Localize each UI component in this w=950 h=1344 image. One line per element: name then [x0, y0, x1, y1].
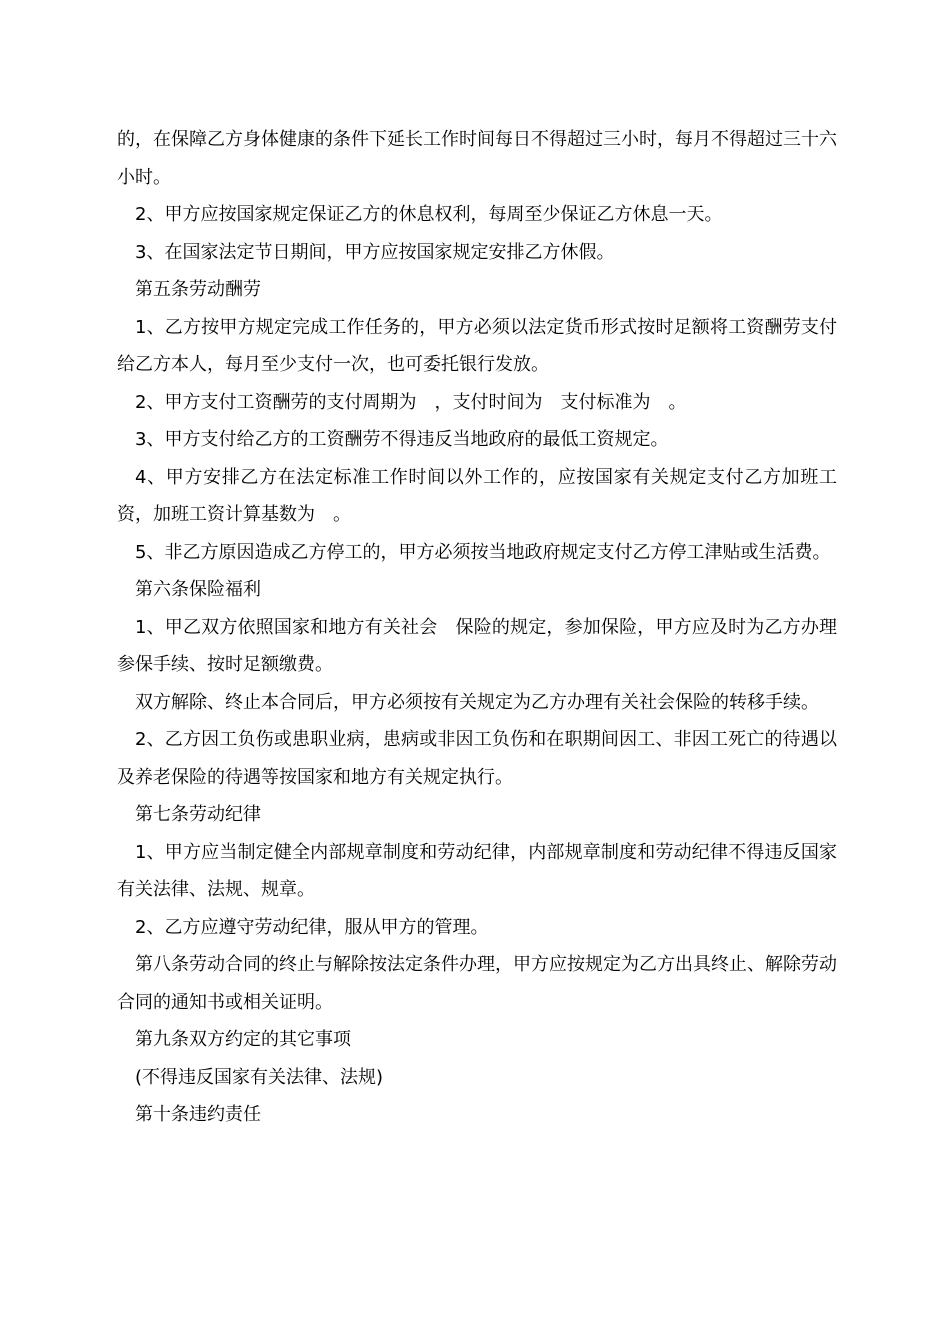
document-body	[117, 121, 837, 1134]
paragraph-work-stoppage: 5、非乙方原因造成乙方停工的，甲方必须按当地政府规定支付乙方停工津贴或生活费。	[135, 541, 831, 563]
paragraph-obey-discipline: 2、乙方应遵守劳动纪律，服从甲方的管理。	[135, 916, 489, 938]
section-heading-article-9: 第九条双方约定的其它事项	[135, 1029, 351, 1050]
paragraph-wage-payment: 1、乙方按甲方规定完成工作任务的，甲方必须以法定货币形式按时足额将工资酬劳支付给乙方本人，每月至少支付一次，也可委托银行发放。	[117, 316, 837, 375]
paragraph-overtime-pay: 4、甲方安排乙方在法定标准工作时间以外工作的，应按国家有关规定支付乙方加班工资，加班工资计算基数为 。	[117, 466, 837, 525]
paragraph-holiday: 3、在国家法定节日期间，甲方应按国家规定安排乙方休假。	[135, 241, 615, 263]
paragraph-rest-right: 2、甲方应按国家规定保证乙方的休息权利，每周至少保证乙方休息一天。	[135, 204, 723, 225]
paragraph-rules-regulations: 1、甲方应当制定健全内部规章制度和劳动纪律，内部规章制度和劳动纪律不得违反国家有关法律、法规、规章。	[117, 841, 837, 900]
paragraph-wage-cycle: 2、甲方支付工资酬劳的支付周期为 ，支付时间为 支付标准为 。	[135, 391, 687, 413]
paragraph-article-8: 第八条劳动合同的终止与解除按法定条件办理，甲方应按规定为乙方出具终止、解除劳动合同的通知书或相关证明。	[117, 954, 837, 1013]
section-heading-article-6: 第六条保险福利	[135, 579, 261, 600]
paragraph-continuation: 的，在保障乙方身体健康的条件下延长工作时间每日不得超过三小时，每月不得超过三十六小时。	[117, 129, 837, 188]
paragraph-injury-benefits: 2、乙方因工负伤或患职业病，患病或非因工负伤和在职期间因工、非因工死亡的待遇以及养老保险的待遇等按国家和地方有关规定执行。	[117, 729, 837, 788]
section-heading-article-5: 第五条劳动酬劳	[135, 279, 261, 300]
paragraph-insurance-transfer: 双方解除、终止本合同后，甲方必须按有关规定为乙方办理有关社会保险的转移手续。	[135, 691, 819, 713]
paragraph-minimum-wage: 3、甲方支付给乙方的工资酬劳不得违反当地政府的最低工资规定。	[135, 429, 669, 450]
section-heading-article-10: 第十条违约责任	[135, 1104, 261, 1125]
paragraph-article-9-note: (不得违反国家有关法律、法规)	[135, 1066, 384, 1088]
section-heading-article-7: 第七条劳动纪律	[135, 804, 261, 825]
paragraph-social-insurance: 1、甲乙双方依照国家和地方有关社会 保险的规定，参加保险，甲方应及时为乙方办理参保手续、按时足额缴费。	[117, 616, 837, 675]
